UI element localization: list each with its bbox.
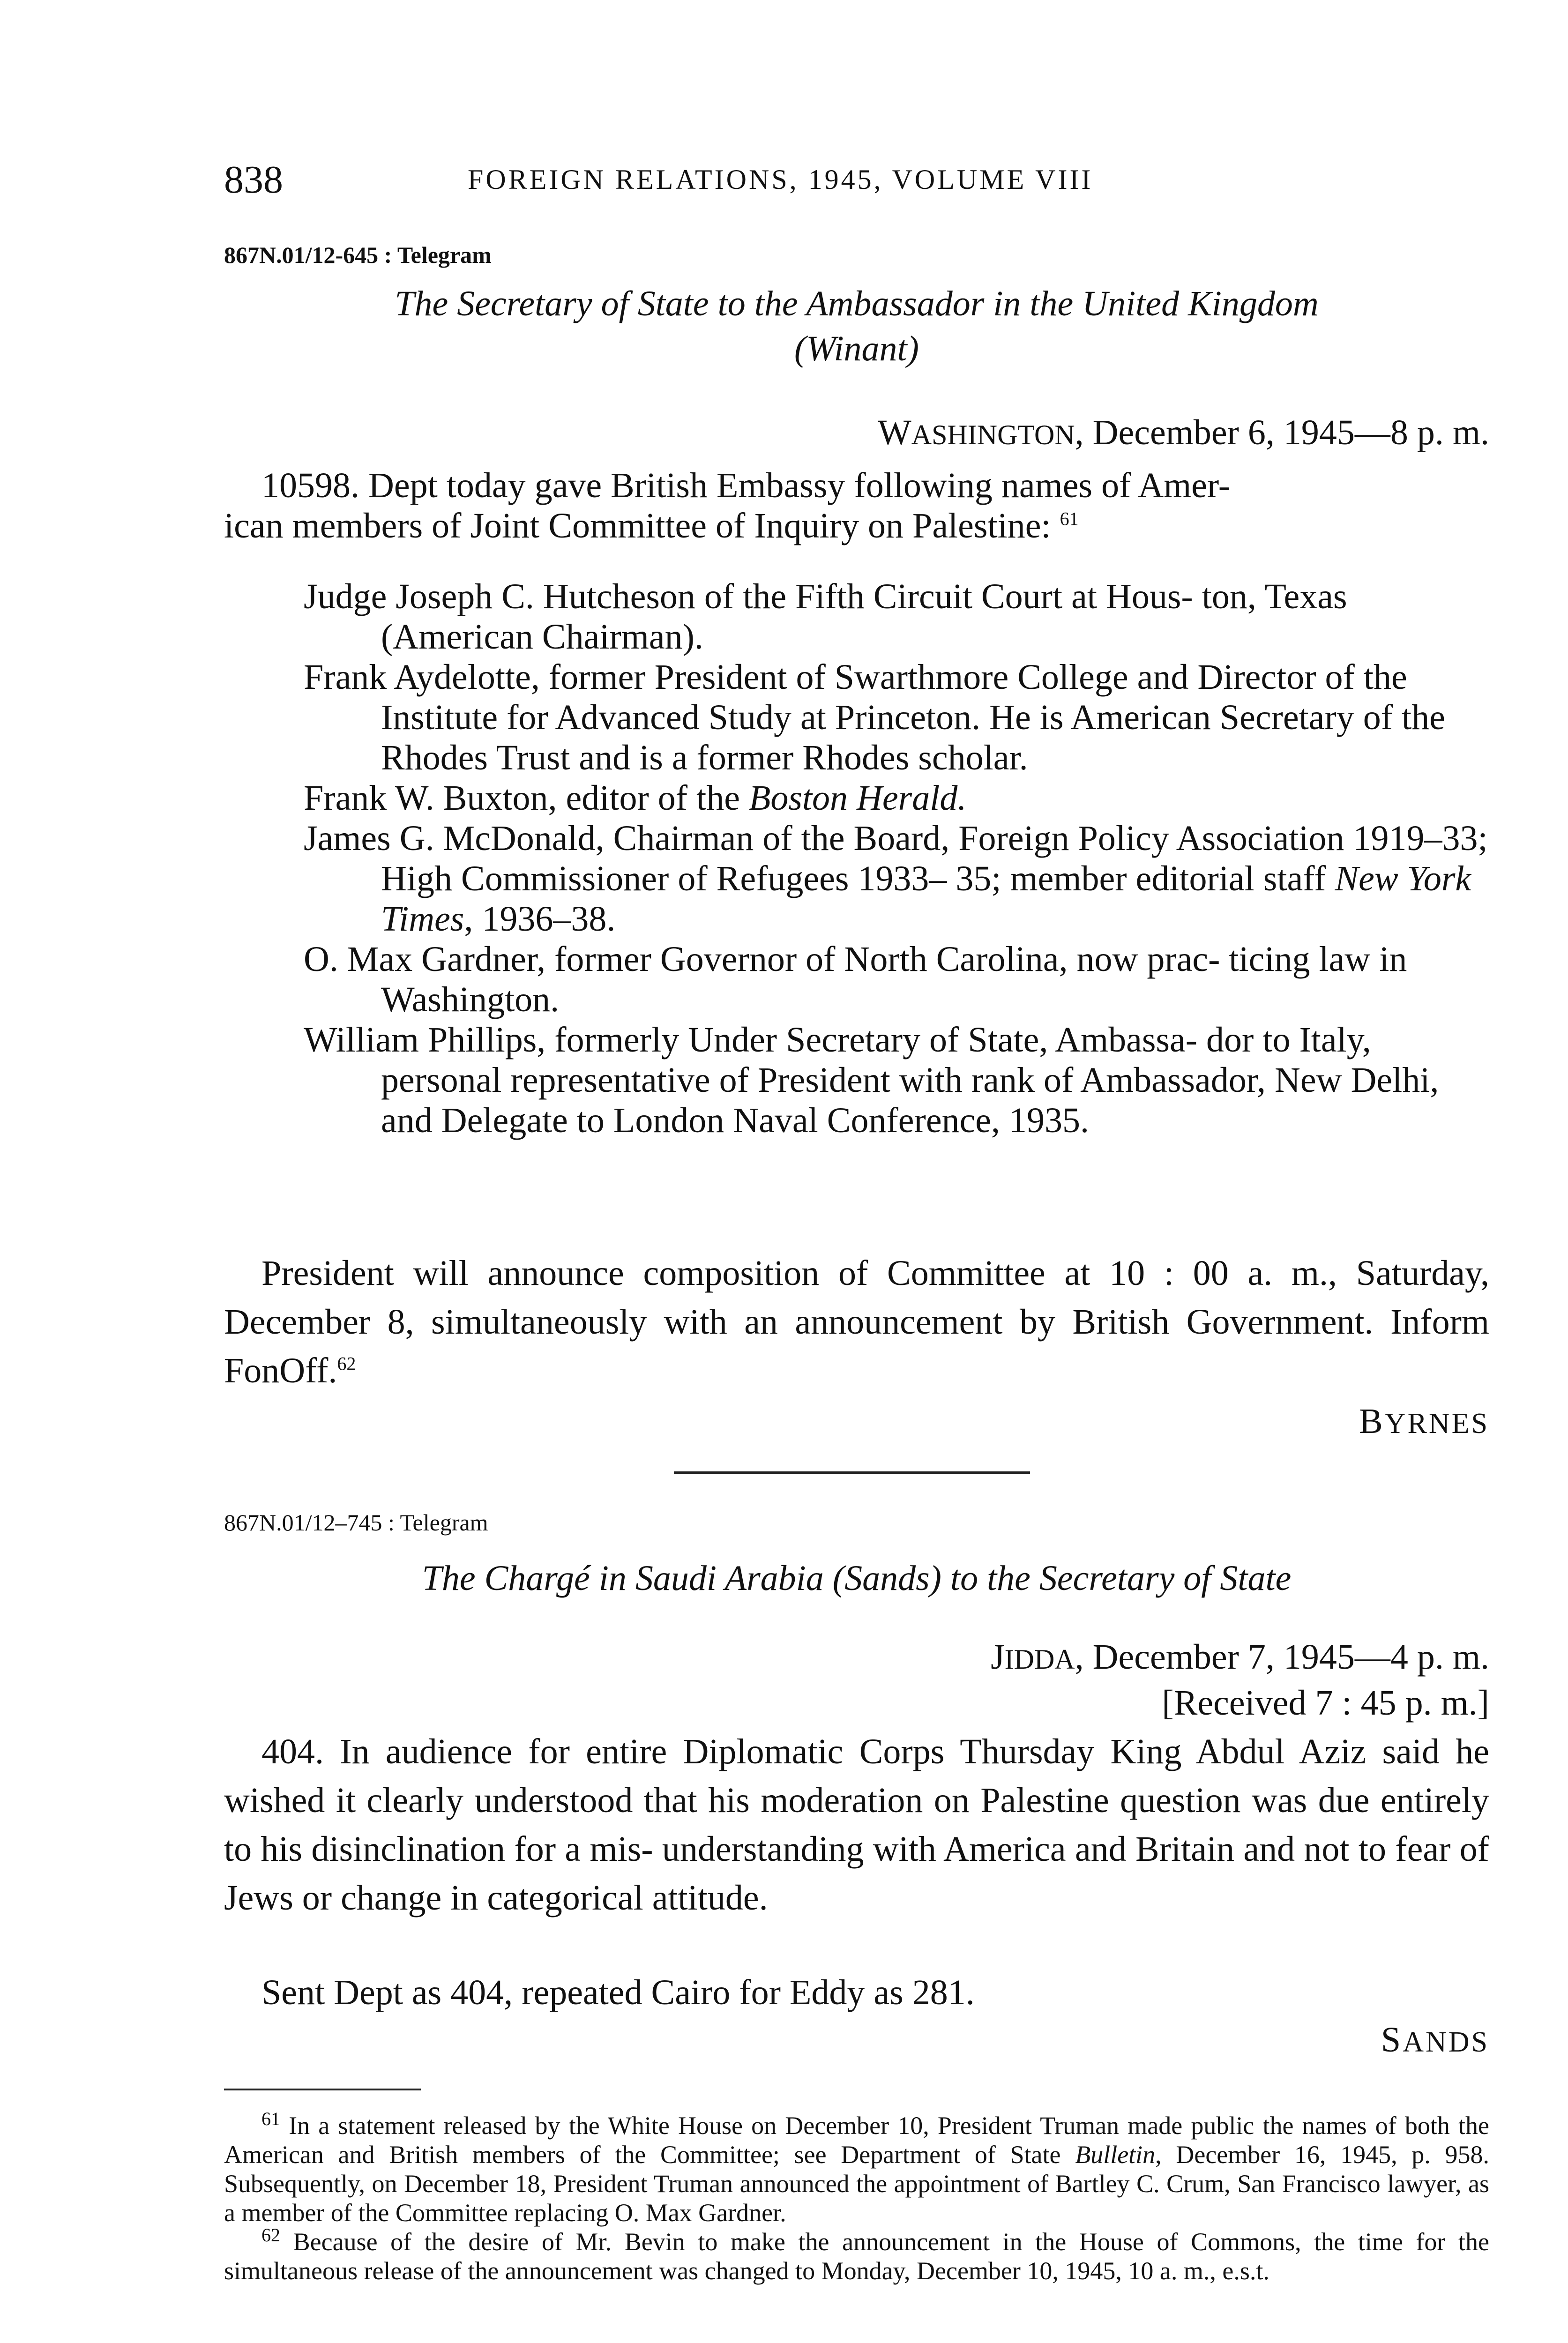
- footnote-62: $^{62}$ Because of the desire of Mr. Bevin to make the announcement in the House of Commons, the time for the simultaneous release of the announcement was changed to Monday, December 10, 1945, 10 a. m., e.s.t.: [224, 2224, 1490, 2285]
- member-entry: Judge Joseph C. Hutcheson of the Fifth Circuit Court at Hous- ton, Texas (American Chairman).: [304, 577, 1347, 657]
- doc2-file-ref: 867N.01/12–745 : Telegram: [224, 1509, 488, 1536]
- doc1-signature: BYRNES: [1359, 1402, 1489, 1441]
- doc1-closing: President will announce composition of Committee at 10 : 00 a. m., Saturday, December 8, simultaneously with an announcement by British Government. Inform FonOff.$^{62}$: [224, 1254, 1489, 1390]
- members-list: [304, 576, 1489, 1141]
- doc1-intro-line2: ican members of Joint Committee of Inquiry on Palestine:: [224, 506, 1051, 545]
- doc2-title: The Chargé in Saudi Arabia (Sands) to the Secretary of State: [422, 1559, 1292, 1598]
- newspaper-title: Boston Herald.: [748, 778, 967, 818]
- doc2-signature: SANDS: [1381, 2020, 1489, 2059]
- section-divider: [674, 1471, 1030, 1474]
- footnote-rule: [224, 2089, 421, 2090]
- member-entry: O. Max Gardner, former Governor of North Carolina, now prac- ticing law in Washington.: [304, 940, 1407, 1019]
- doc1-title-line1: The Secretary of State to the Ambassador in the United Kingdom: [395, 284, 1319, 323]
- doc2-received: [Received 7 : 45 p. m.]: [1162, 1683, 1489, 1723]
- doc2-date: , December 7, 1945—4 p. m.: [1075, 1637, 1489, 1677]
- footnotes: [224, 2108, 1490, 2285]
- footnote-ref-62: 62: [337, 1353, 356, 1374]
- doc2-dateline: [224, 1634, 1489, 1682]
- running-head: FOREIGN RELATIONS, 1945, VOLUME VIII: [468, 164, 1093, 195]
- member-entry: Frank W. Buxton, editor of the Boston Herald.: [304, 778, 967, 818]
- doc2-sent-line: Sent Dept as 404, repeated Cairo for Eddy as 281.: [261, 1973, 975, 2012]
- doc1-intro-line1: 10598. Dept today gave British Embassy following names of Amer-: [261, 466, 1231, 505]
- newspaper-title: New York Times: [381, 859, 1471, 939]
- member-entry: James G. McDonald, Chairman of the Board, Foreign Policy Association 1919–33; High Commissioner of Refugees 1933– 35; member editorial staff New York Times, 1936–38.: [304, 819, 1488, 939]
- footnote-61: $^{61}$ In a statement released by the White House on December 10, President Truman made public the names of both the American and British members of the Committee; see Department of State Bulletin, December 16, 1945, p. 958. Subsequently, on December 18, President Truman announced the appointment of Bartley C. Crum, San Francisco lawyer, as a member of the Committee replacing O. Max Gardner.: [224, 2108, 1490, 2227]
- doc1-dateline: [224, 410, 1489, 457]
- doc1-file-ref: 867N.01/12-645 : Telegram: [224, 242, 492, 268]
- page-number: 838: [224, 158, 283, 201]
- doc2-body: 404. In audience for entire Diplomatic Corps Thursday King Abdul Aziz said he wished it clearly understood that his moderation on Palestine question was due entirely to his disinclination for a mis- understanding with America and Britain and not to fear of Jews or change in categorical attitude.: [224, 1732, 1489, 1918]
- page-header: [224, 157, 1489, 213]
- doc1-place: WASHINGTON: [878, 413, 1075, 452]
- doc2-place: JIDDA: [991, 1637, 1075, 1677]
- doc1-title-line2: (Winant): [794, 329, 919, 368]
- doc1-title: [224, 281, 1489, 371]
- member-entry: William Phillips, formerly Under Secretary of State, Ambassa- dor to Italy, personal representative of President with rank of Ambassador, New Delhi, and Delegate to London Naval Conference, 1935.: [304, 1020, 1439, 1140]
- doc1-intro: [224, 465, 1489, 546]
- footnote-ref-61: 61: [1060, 508, 1079, 530]
- doc1-date: , December 6, 1945—8 p. m.: [1075, 413, 1489, 452]
- member-entry: Frank Aydelotte, former President of Swarthmore College and Director of the Institute for Advanced Study at Princeton. He is American Secretary of the Rhodes Trust and is a former Rhodes scholar.: [304, 657, 1445, 777]
